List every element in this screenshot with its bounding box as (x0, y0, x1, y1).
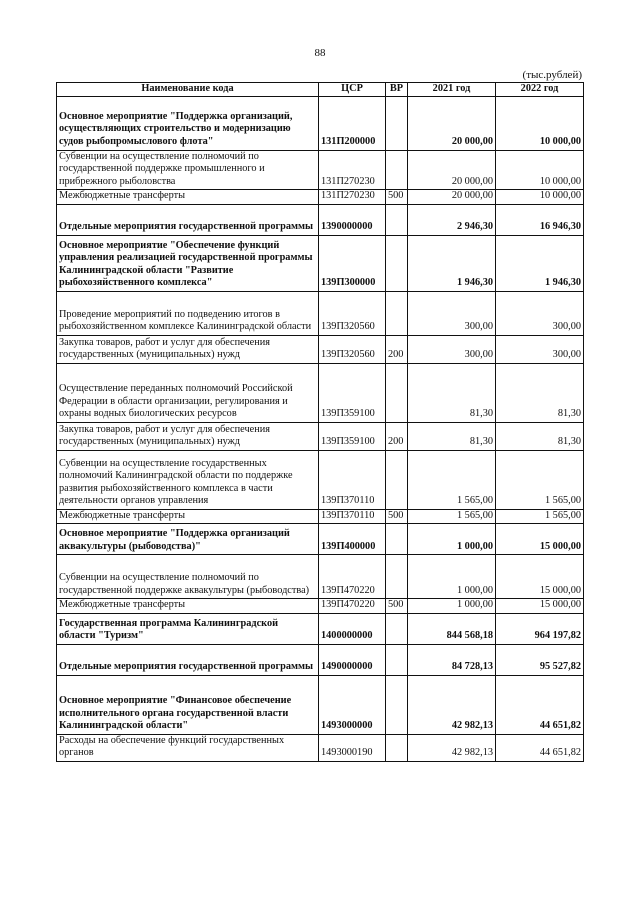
row-vr-cell (386, 363, 408, 422)
row-2021-cell: 84 728,13 (408, 644, 496, 675)
unit-note: (тыс.рублей) (522, 69, 582, 81)
budget-table (56, 82, 584, 762)
row-2022-cell: 15 000,00 (496, 599, 584, 614)
row-2021-cell: 1 565,00 (408, 509, 496, 524)
row-vr-cell: 200 (386, 335, 408, 363)
table-row (57, 675, 584, 734)
row-2021-cell: 81,30 (408, 363, 496, 422)
row-2022-cell: 300,00 (496, 291, 584, 335)
row-2022-cell: 10 000,00 (496, 150, 584, 190)
table-row (57, 599, 584, 614)
row-csr-cell: 1400000000 (319, 613, 386, 644)
table-row (57, 150, 584, 190)
row-csr-cell: 139П470220 (319, 599, 386, 614)
row-2022-cell: 15 000,00 (496, 555, 584, 599)
row-vr-cell (386, 613, 408, 644)
table-row (57, 422, 584, 450)
row-vr-cell: 200 (386, 422, 408, 450)
row-csr-cell: 139П370110 (319, 450, 386, 509)
row-2021-cell: 42 982,13 (408, 734, 496, 761)
row-2022-cell: 81,30 (496, 363, 584, 422)
table-header-row (57, 83, 584, 97)
table-row (57, 235, 584, 291)
row-2022-cell: 300,00 (496, 335, 584, 363)
table-row (57, 190, 584, 205)
row-csr-cell: 139П359100 (319, 363, 386, 422)
row-vr-cell (386, 524, 408, 555)
row-2021-cell: 300,00 (408, 291, 496, 335)
row-2021-cell: 1 565,00 (408, 450, 496, 509)
row-name-cell: Межбюджетные трансферты (57, 190, 319, 205)
row-csr-cell: 1493000190 (319, 734, 386, 761)
row-vr-cell (386, 555, 408, 599)
row-2021-cell: 844 568,18 (408, 613, 496, 644)
row-2022-cell: 10 000,00 (496, 190, 584, 205)
row-name-cell: Основное мероприятие "Обеспечение функций управления реализацией государственной программы Калининградской области "Развитие рыбохозяйственного комплекса" (57, 235, 319, 291)
row-vr-cell (386, 96, 408, 150)
row-2021-cell: 20 000,00 (408, 150, 496, 190)
row-name-cell: Основное мероприятие "Поддержка организаций аквакультуры (рыбоводства)" (57, 524, 319, 555)
row-2022-cell: 1 565,00 (496, 509, 584, 524)
row-csr-cell: 131П270230 (319, 150, 386, 190)
row-2022-cell: 964 197,82 (496, 613, 584, 644)
column-header-csr: ЦСР (319, 83, 386, 97)
row-2021-cell: 1 946,30 (408, 235, 496, 291)
table-row (57, 509, 584, 524)
row-name-cell: Субвенции на осуществление полномочий по государственной поддержке промышленного и прибрежного рыболовства (57, 150, 319, 190)
table-row (57, 450, 584, 509)
column-header-vr: ВР (386, 83, 408, 97)
row-csr-cell: 139П370110 (319, 509, 386, 524)
row-vr-cell (386, 675, 408, 734)
table-row (57, 363, 584, 422)
row-vr-cell (386, 235, 408, 291)
row-csr-cell: 139П300000 (319, 235, 386, 291)
row-2021-cell: 2 946,30 (408, 204, 496, 235)
table-row (57, 291, 584, 335)
row-name-cell: Закупка товаров, работ и услуг для обеспечения государственных (муниципальных) нужд (57, 335, 319, 363)
row-name-cell: Межбюджетные трансферты (57, 599, 319, 614)
row-2021-cell: 42 982,13 (408, 675, 496, 734)
row-name-cell: Субвенции на осуществление государственных полномочий Калининградской области по поддержке развития рыбохозяйственного комплекса в части деятельности органов управления (57, 450, 319, 509)
row-2021-cell: 20 000,00 (408, 96, 496, 150)
table-row (57, 524, 584, 555)
row-2022-cell: 81,30 (496, 422, 584, 450)
table-row (57, 644, 584, 675)
row-csr-cell: 139П470220 (319, 555, 386, 599)
row-2021-cell: 1 000,00 (408, 599, 496, 614)
row-vr-cell (386, 644, 408, 675)
column-header-2021: 2021 год (408, 83, 496, 97)
row-2021-cell: 81,30 (408, 422, 496, 450)
row-2021-cell: 1 000,00 (408, 524, 496, 555)
table-row (57, 734, 584, 761)
row-csr-cell: 139П400000 (319, 524, 386, 555)
row-name-cell: Расходы на обеспечение функций государственных органов (57, 734, 319, 761)
column-header-2022: 2022 год (496, 83, 584, 97)
row-vr-cell (386, 150, 408, 190)
row-vr-cell (386, 450, 408, 509)
row-csr-cell: 139П320560 (319, 335, 386, 363)
row-vr-cell (386, 204, 408, 235)
row-csr-cell: 131П270230 (319, 190, 386, 205)
row-vr-cell: 500 (386, 190, 408, 205)
table-row (57, 555, 584, 599)
row-name-cell: Государственная программа Калининградской области "Туризм" (57, 613, 319, 644)
row-2022-cell: 15 000,00 (496, 524, 584, 555)
row-name-cell: Основное мероприятие "Поддержка организаций, осуществляющих строительство и модернизацию судов рыбопромыслового флота" (57, 96, 319, 150)
row-csr-cell: 131П200000 (319, 96, 386, 150)
row-2022-cell: 1 565,00 (496, 450, 584, 509)
row-name-cell: Отдельные мероприятия государственной программы (57, 644, 319, 675)
row-2021-cell: 1 000,00 (408, 555, 496, 599)
row-vr-cell (386, 734, 408, 761)
row-2022-cell: 16 946,30 (496, 204, 584, 235)
row-2022-cell: 10 000,00 (496, 96, 584, 150)
row-2021-cell: 300,00 (408, 335, 496, 363)
row-2022-cell: 1 946,30 (496, 235, 584, 291)
table-row (57, 335, 584, 363)
row-csr-cell: 1493000000 (319, 675, 386, 734)
row-name-cell: Субвенции на осуществление полномочий по государственной поддержке аквакультуры (рыбоводства) (57, 555, 319, 599)
table-row (57, 613, 584, 644)
row-csr-cell: 1490000000 (319, 644, 386, 675)
row-name-cell: Проведение мероприятий по подведению итогов в рыбохозяйственном комплексе Калининградской области (57, 291, 319, 335)
column-header-name: Наименование кода (57, 83, 319, 97)
table-row (57, 96, 584, 150)
row-name-cell: Межбюджетные трансферты (57, 509, 319, 524)
row-name-cell: Основное мероприятие "Финансовое обеспечение исполнительного органа государственной власти Калининградской области" (57, 675, 319, 734)
row-2022-cell: 95 527,82 (496, 644, 584, 675)
row-name-cell: Отдельные мероприятия государственной программы (57, 204, 319, 235)
row-vr-cell: 500 (386, 599, 408, 614)
table-row (57, 204, 584, 235)
row-vr-cell (386, 291, 408, 335)
page-number: 88 (314, 47, 326, 59)
table-body (57, 96, 584, 761)
row-name-cell: Осуществление переданных полномочий Российской Федерации в области организации, регулирования и охраны водных биологических ресурсов (57, 363, 319, 422)
row-name-cell: Закупка товаров, работ и услуг для обеспечения государственных (муниципальных) нужд (57, 422, 319, 450)
row-csr-cell: 1390000000 (319, 204, 386, 235)
row-2022-cell: 44 651,82 (496, 675, 584, 734)
row-2021-cell: 20 000,00 (408, 190, 496, 205)
row-2022-cell: 44 651,82 (496, 734, 584, 761)
row-vr-cell: 500 (386, 509, 408, 524)
row-csr-cell: 139П359100 (319, 422, 386, 450)
row-csr-cell: 139П320560 (319, 291, 386, 335)
